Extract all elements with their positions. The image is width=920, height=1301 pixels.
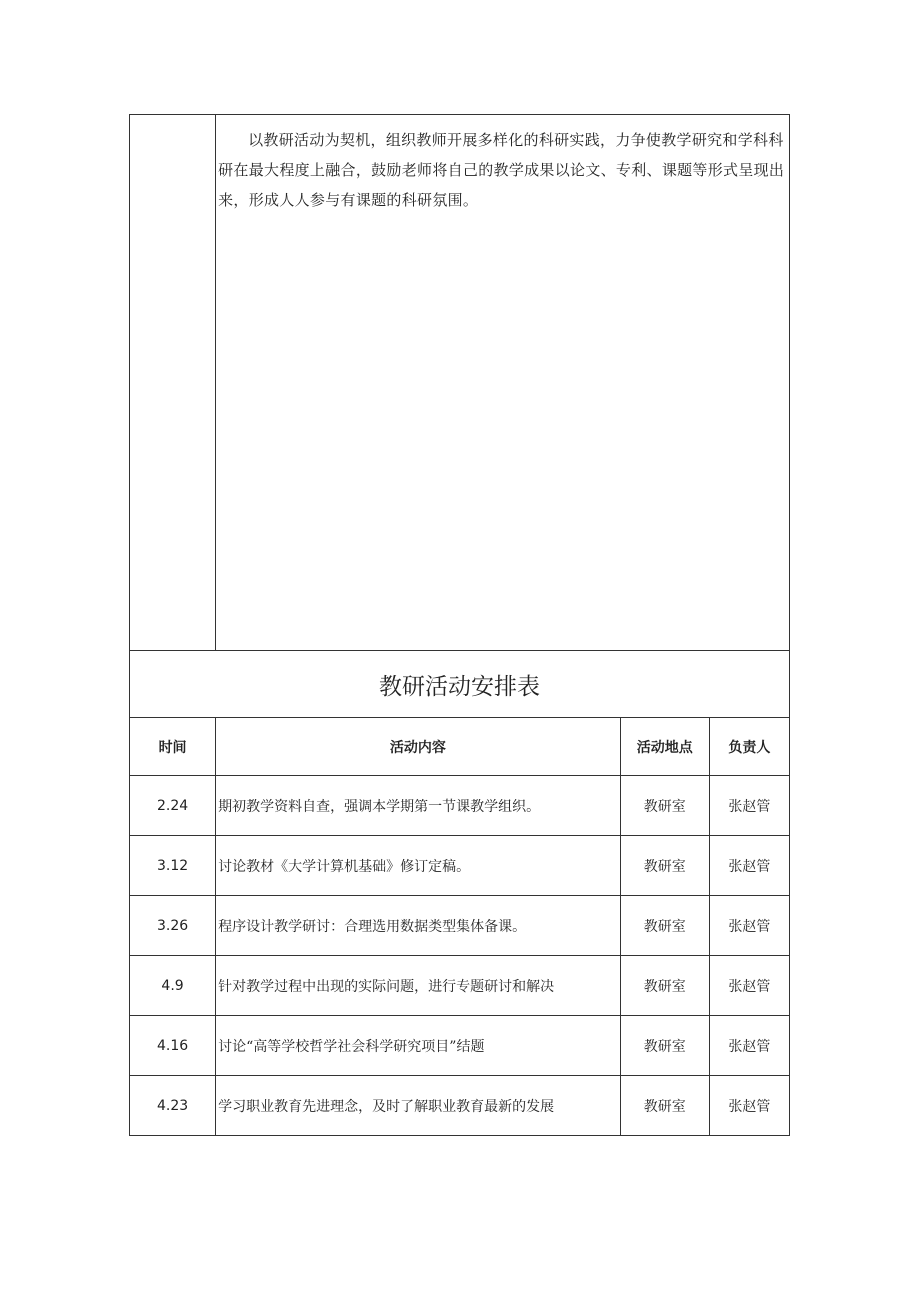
- schedule-title: 教研活动安排表: [130, 651, 790, 718]
- row-person: 张赵管: [709, 896, 789, 956]
- header-person: 负责人: [709, 718, 789, 776]
- row-content: 期初教学资料自查，强调本学期第一节课教学组织。: [216, 776, 621, 836]
- table-row: [130, 1076, 790, 1136]
- row-person: 张赵管: [709, 836, 789, 896]
- table-row: [130, 836, 790, 896]
- table-row: [130, 1016, 790, 1076]
- row-content: 讨论“高等学校哲学社会科学研究项目”结题: [216, 1016, 621, 1076]
- row-location: 教研室: [620, 1076, 709, 1136]
- row-time: 3.26: [130, 896, 216, 956]
- row-content: 学习职业教育先进理念，及时了解职业教育最新的发展: [216, 1076, 621, 1136]
- row-location: 教研室: [620, 956, 709, 1016]
- row-person: 张赵管: [709, 956, 789, 1016]
- paragraph-row: [130, 115, 790, 651]
- intro-paragraph: 以教研活动为契机，组织教师开展多样化的科研实践，力争使教学研究和学科科研在最大程度上融合，鼓励老师将自己的教学成果以论文、专利、课题等形式呈现出来，形成人人参与有课题的科研氛围。: [218, 131, 785, 209]
- row-person: 张赵管: [709, 776, 789, 836]
- row-content: 程序设计教学研讨：合理选用数据类型集体备课。: [216, 896, 621, 956]
- empty-label-cell: [130, 115, 216, 651]
- header-row: [130, 718, 790, 776]
- table-row: [130, 956, 790, 1016]
- row-location: 教研室: [620, 896, 709, 956]
- row-person: 张赵管: [709, 1076, 789, 1136]
- row-person: 张赵管: [709, 1016, 789, 1076]
- header-content: 活动内容: [216, 718, 621, 776]
- table-row: [130, 896, 790, 956]
- row-time: 4.9: [130, 956, 216, 1016]
- title-row: [130, 651, 790, 718]
- row-time: 3.12: [130, 836, 216, 896]
- row-content: 针对教学过程中出现的实际问题，进行专题研讨和解决: [216, 956, 621, 1016]
- row-location: 教研室: [620, 836, 709, 896]
- row-location: 教研室: [620, 1016, 709, 1076]
- header-location: 活动地点: [620, 718, 709, 776]
- row-time: 4.16: [130, 1016, 216, 1076]
- row-time: 2.24: [130, 776, 216, 836]
- table-row: [130, 776, 790, 836]
- header-time: 时间: [130, 718, 216, 776]
- row-content: 讨论教材《大学计算机基础》修订定稿。: [216, 836, 621, 896]
- row-location: 教研室: [620, 776, 709, 836]
- document-table: [129, 114, 790, 1136]
- paragraph-cell: [216, 115, 790, 651]
- row-time: 4.23: [130, 1076, 216, 1136]
